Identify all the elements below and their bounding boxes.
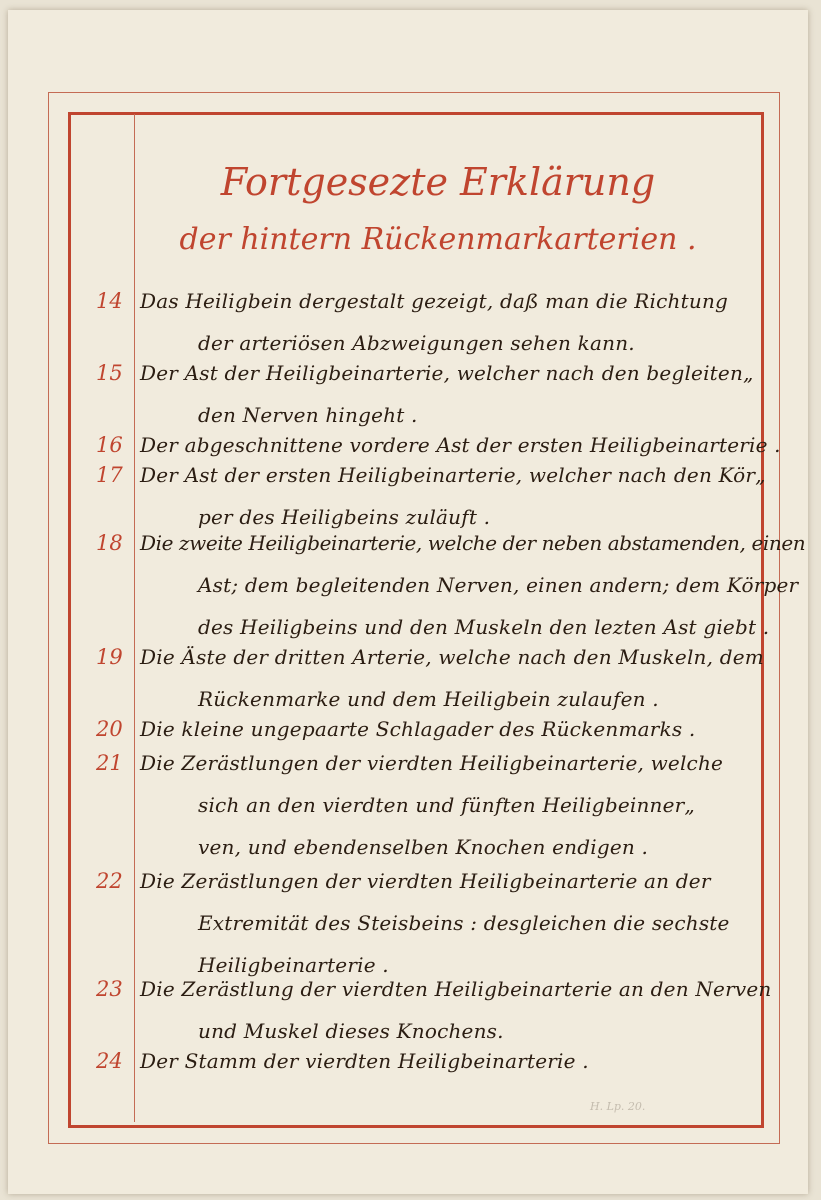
entry-text: den Nerven hingeht .	[198, 403, 418, 427]
entry-text: Heiligbeinarterie .	[198, 953, 389, 977]
entry-number: 21	[96, 751, 123, 775]
entry-text: Die Zerästlung der vierdten Heiligbeinarterie an den Nerven	[140, 977, 772, 1001]
entry-text: per des Heiligbeins zuläuft .	[198, 505, 491, 529]
entry-number: 24	[96, 1049, 123, 1073]
entry-number: 17	[96, 463, 123, 487]
entry-number: 19	[96, 645, 123, 669]
entry-text: Der Ast der ersten Heiligbeinarterie, welcher nach den Kör„	[140, 463, 766, 487]
entry-number: 16	[96, 433, 123, 457]
entry-number: 14	[96, 289, 123, 313]
entry-text: Extremität des Steisbeins : desgleichen die sechste	[198, 911, 730, 935]
entry-text: Der Stamm der vierdten Heiligbeinarterie .	[140, 1049, 589, 1073]
entry-text: Rückenmarke und dem Heiligbein zulaufen .	[198, 687, 659, 711]
entry-text: der arteriösen Abzweigungen sehen kann.	[198, 331, 635, 355]
entry-text: Der abgeschnittene vordere Ast der ersten Heiligbeinarterie .	[140, 433, 781, 457]
entry-number: 15	[96, 361, 123, 385]
pencil-annotation: H. Lp. 20.	[590, 1100, 646, 1113]
entry-text: Ast; dem begleitenden Nerven, einen andern; dem Körper	[198, 573, 799, 597]
entry-text: und Muskel dieses Knochens.	[198, 1019, 504, 1043]
entry-text: sich an den vierdten und fünften Heiligbeinner„	[198, 793, 695, 817]
entry-text: Der Ast der Heiligbeinarterie, welcher nach den begleiten„	[140, 361, 754, 385]
entry-text: Die Zerästlungen der vierdten Heiligbeinarterie, welche	[140, 751, 724, 775]
manuscript-page	[8, 10, 808, 1194]
page-subtitle: der hintern Rückenmarkarterien .	[179, 222, 697, 257]
entry-text: Die kleine ungepaarte Schlagader des Rückenmarks .	[140, 717, 696, 741]
entry-number: 22	[96, 869, 123, 893]
entry-text: Die zweite Heiligbeinarterie, welche der neben abstamenden, einen	[140, 531, 806, 555]
entry-number: 20	[96, 717, 123, 741]
entry-text: Das Heiligbein dergestalt gezeigt, daß man die Richtung	[140, 289, 729, 313]
entry-text: Die Zerästlungen der vierdten Heiligbeinarterie an der	[140, 869, 711, 893]
entry-number: 23	[96, 977, 123, 1001]
entry-text: ven, und ebendenselben Knochen endigen .	[198, 835, 649, 859]
page-title: Fortgesezte Erklärung	[220, 160, 656, 204]
entry-text: Die Äste der dritten Arterie, welche nach den Muskeln, dem	[140, 645, 764, 669]
entry-text: des Heiligbeins und den Muskeln den lezten Ast giebt .	[198, 615, 770, 639]
entry-number: 18	[96, 531, 123, 555]
